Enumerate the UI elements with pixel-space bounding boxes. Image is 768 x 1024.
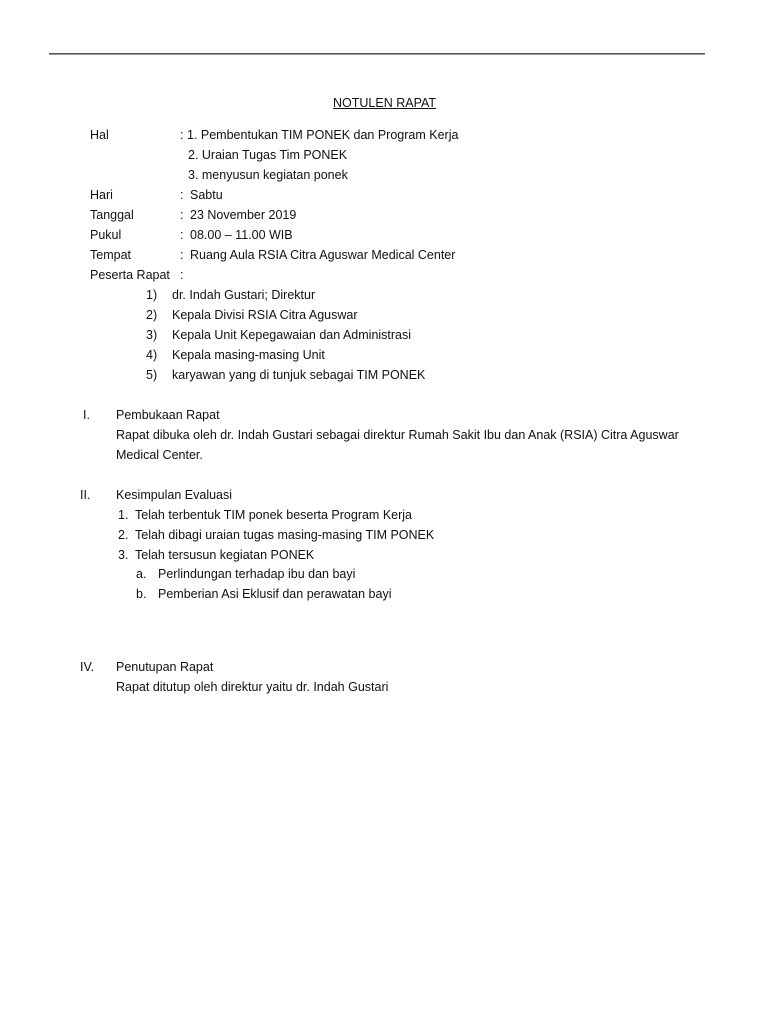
hal-item: 3. menyusun kegiatan ponek <box>188 168 348 182</box>
tempat-label: Tempat <box>90 248 131 262</box>
section-number: II. <box>80 488 91 502</box>
peserta-item: dr. Indah Gustari; Direktur <box>172 288 316 302</box>
sublist-letter: b. <box>136 587 147 601</box>
list-number: 3. <box>118 548 129 562</box>
section-heading: Kesimpulan Evaluasi <box>116 488 233 502</box>
tanggal-value: 23 November 2019 <box>190 208 297 222</box>
section-paragraph-line: Rapat dibuka oleh dr. Indah Gustari sebagai direktur Rumah Sakit Ibu dan Anak (RSIA) Citra Aguswar <box>116 428 679 442</box>
list-number: 2. <box>118 528 129 542</box>
tempat-colon: : <box>180 248 184 262</box>
sublist-item: Perlindungan terhadap ibu dan bayi <box>158 567 356 581</box>
peserta-number: 1) <box>146 288 158 302</box>
hal-colon: : <box>180 128 184 142</box>
peserta-item: karyawan yang di tunjuk sebagai TIM PONEK <box>172 368 426 382</box>
pukul-colon: : <box>180 228 184 242</box>
hal-label: Hal <box>90 128 109 142</box>
peserta-number: 4) <box>146 348 158 362</box>
sublist-item: Pemberian Asi Eklusif dan perawatan bayi <box>158 587 392 601</box>
sublist-letter: a. <box>136 567 147 581</box>
peserta-number: 5) <box>146 368 158 382</box>
hari-label: Hari <box>90 188 113 202</box>
list-item: Telah terbentuk TIM ponek beserta Program Kerja <box>135 508 412 522</box>
tempat-value: Ruang Aula RSIA Citra Aguswar Medical Center <box>190 248 456 262</box>
peserta-label: Peserta Rapat <box>90 268 170 282</box>
list-item: Telah tersusun kegiatan PONEK <box>135 548 315 562</box>
header-rule <box>49 53 705 55</box>
section-paragraph-line: Rapat ditutup oleh direktur yaitu dr. Indah Gustari <box>116 680 389 694</box>
peserta-item: Kepala masing-masing Unit <box>172 348 325 362</box>
hal-item: 2. Uraian Tugas Tim PONEK <box>188 148 348 162</box>
section-number: IV. <box>80 660 95 674</box>
peserta-number: 3) <box>146 328 158 342</box>
hari-value: Sabtu <box>190 188 223 202</box>
section-paragraph-line: Medical Center. <box>116 448 203 462</box>
section-heading: Penutupan Rapat <box>116 660 214 674</box>
list-number: 1. <box>118 508 129 522</box>
tanggal-label: Tanggal <box>90 208 134 222</box>
hal-item: 1. Pembentukan TIM PONEK dan Program Kerja <box>187 128 459 142</box>
hari-colon: : <box>180 188 184 202</box>
peserta-item: Kepala Divisi RSIA Citra Aguswar <box>172 308 358 322</box>
peserta-colon: : <box>180 268 184 282</box>
pukul-label: Pukul <box>90 228 122 242</box>
tanggal-colon: : <box>180 208 184 222</box>
list-item: Telah dibagi uraian tugas masing-masing TIM PONEK <box>135 528 435 542</box>
section-number: I. <box>83 408 90 422</box>
pukul-value: 08.00 – 11.00 WIB <box>190 228 293 242</box>
peserta-number: 2) <box>146 308 158 322</box>
section-heading: Pembukaan Rapat <box>116 408 220 422</box>
document-title: NOTULEN RAPAT <box>333 96 437 110</box>
peserta-item: Kepala Unit Kepegawaian dan Administrasi <box>172 328 412 342</box>
